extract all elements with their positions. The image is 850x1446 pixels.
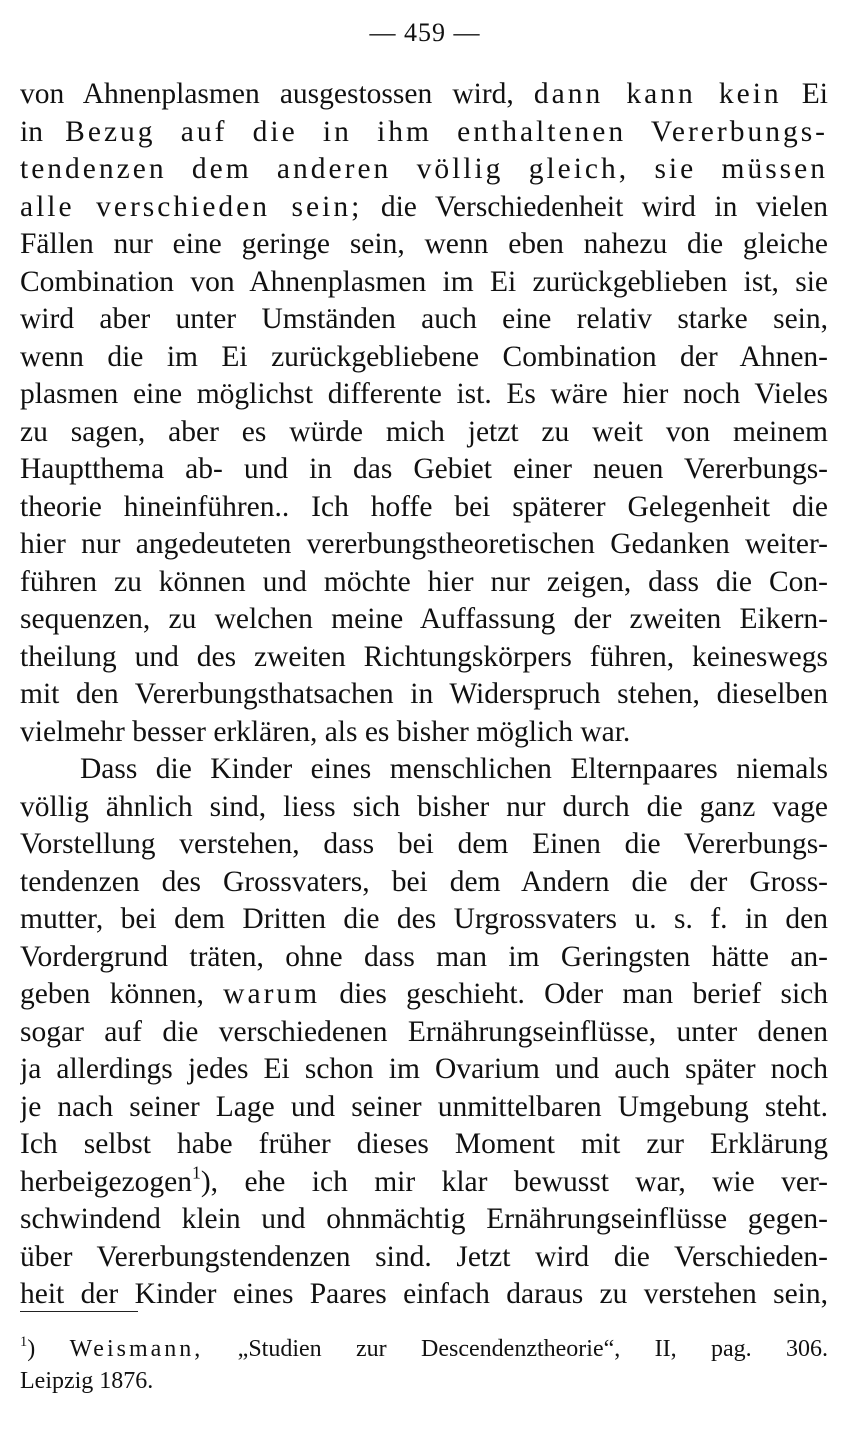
body-line xyxy=(20,639,828,677)
body-line xyxy=(20,151,828,189)
body-line xyxy=(20,76,828,114)
body-text: theilung und des zweiten Richtungskörpers führen, keineswegs xyxy=(20,640,828,673)
body-line xyxy=(20,676,828,714)
body-text: von Ahnenplasmen ausgestossen wird, xyxy=(20,78,534,110)
body-text: in xyxy=(20,115,66,148)
body-line xyxy=(20,189,828,227)
body-line xyxy=(20,226,828,264)
footnote-line xyxy=(20,1333,828,1365)
body-text: schwindend klein und ohnmächtig Ernährungseinflüsse gegen- xyxy=(20,1203,828,1235)
body-line xyxy=(20,339,828,377)
body-line xyxy=(20,864,828,902)
footnote-text: „Studien zur Descendenztheorie“, II, pag. 306. xyxy=(203,1336,828,1362)
body-text: zu sagen, aber es würde mich jetzt zu weit von meinem xyxy=(20,415,828,448)
body-text: geben können, xyxy=(20,978,224,1010)
body-line xyxy=(20,376,828,414)
body-text: ), ehe ich mir klar bewusst war, wie ver- xyxy=(200,1165,828,1198)
body-text: ja allerdings jedes Ei schon im Ovarium und auch später noch xyxy=(20,1053,828,1085)
body-text: sogar auf die verschiedenen Ernährungseinflüsse, unter denen xyxy=(20,1015,828,1048)
body-line xyxy=(20,1164,828,1202)
body-text: Vordergrund träten, ohne dass man im Geringsten hätte an- xyxy=(20,940,828,973)
body-text: alle verschieden sein; xyxy=(20,190,363,223)
body-line xyxy=(20,976,828,1014)
body-text: Combination von Ahnenplasmen im Ei zurückgeblieben ist, sie xyxy=(20,265,828,298)
body-line xyxy=(20,1126,828,1164)
body-line xyxy=(20,1201,828,1239)
body-text: herbeigezogen xyxy=(20,1165,192,1198)
body-line xyxy=(20,714,828,752)
body-text: mit den Vererbungsthatsachen in Widerspruch stehen, dieselben xyxy=(20,678,828,710)
body-text: dann kann kein xyxy=(533,78,782,110)
body-line xyxy=(20,939,828,977)
body-text: führen zu können und möchte hier nur zeigen, dass die Con- xyxy=(20,565,828,598)
body-text: wird aber unter Umständen auch eine relativ starke sein, xyxy=(20,303,828,335)
body-text: theorie hineinführen.. Ich hoffe bei späterer Gelegenheit die xyxy=(20,490,828,523)
body-line xyxy=(20,564,828,602)
body-text: Vorstellung verstehen, dass bei dem Einen die Vererbungs- xyxy=(20,828,828,860)
body-text: völlig ähnlich sind, liess sich bisher nur durch die ganz vage xyxy=(20,790,828,823)
body-text: Hauptthema ab- und in das Gebiet einer neuen Vererbungs- xyxy=(20,453,828,485)
body-text: hier nur angedeuteten vererbungstheoretischen Gedanken weiter- xyxy=(20,528,828,560)
body-text: tendenzen dem anderen völlig gleich, sie müssen xyxy=(20,153,828,185)
body-line xyxy=(20,901,828,939)
body-text: vielmehr besser erklären, als es bisher möglich war. xyxy=(20,715,631,748)
footnote-marker: 1 xyxy=(20,1333,28,1350)
body-text: Ich selbst habe früher dieses Moment mit zur Erklärung xyxy=(20,1128,828,1160)
body-text: dies geschieht. Oder man berief sich xyxy=(320,978,828,1010)
body-text: Fällen nur eine geringe sein, wenn eben nahezu die gleiche xyxy=(20,228,828,260)
body-text: tendenzen des Grossvaters, bei dem Andern die der Gross- xyxy=(20,865,828,898)
body-line xyxy=(20,114,828,152)
body-line xyxy=(20,789,828,827)
body-line xyxy=(20,1089,828,1127)
body-text: wenn die im Ei zurückgebliebene Combination der Ahnen- xyxy=(20,340,828,373)
body-text: sequenzen, zu welchen meine Auffassung der zweiten Eikern- xyxy=(20,603,828,635)
page-number: — 459 — xyxy=(369,18,481,47)
body-line xyxy=(20,1239,828,1277)
body-line xyxy=(20,414,828,452)
body-line xyxy=(20,1014,828,1052)
body-line xyxy=(20,1051,828,1089)
body-line xyxy=(20,489,828,527)
body-line xyxy=(20,1276,828,1314)
footnote-line xyxy=(20,1365,828,1397)
body-text: die Verschiedenheit wird in vielen xyxy=(362,190,828,223)
body-text: Ei xyxy=(781,78,828,110)
footnote-text: ) xyxy=(27,1336,70,1362)
body-line xyxy=(20,601,828,639)
body-text: plasmen eine möglichst differente ist. Es wäre hier noch Vieles xyxy=(20,378,828,410)
body-text: heit der Kinder eines Paares einfach daraus zu verstehen sein, xyxy=(20,1278,828,1310)
body-line xyxy=(20,826,828,864)
body-line xyxy=(20,526,828,564)
body-text: je nach seiner Lage und seiner unmittelbaren Umgebung steht. xyxy=(20,1090,828,1123)
body-line xyxy=(20,301,828,339)
body-text: Bezug auf die in ihm enthaltenen Vererbungs- xyxy=(65,115,828,148)
body-line xyxy=(20,451,828,489)
body-line xyxy=(20,264,828,302)
body-line xyxy=(20,751,828,789)
body-text xyxy=(20,76,828,1314)
footnote-text: Weismann, xyxy=(69,1336,204,1362)
body-text: über Vererbungstendenzen sind. Jetzt wird die Verschieden- xyxy=(20,1240,828,1273)
body-text: Dass die Kinder eines menschlichen Elternpaares niemals xyxy=(80,753,828,785)
footnotes xyxy=(20,1333,828,1397)
body-text: warum xyxy=(223,978,321,1010)
footnote-marker: 1 xyxy=(192,1163,201,1183)
footnote-divider xyxy=(20,1311,138,1312)
footnote-text: Leipzig 1876. xyxy=(20,1368,154,1394)
body-text: mutter, bei dem Dritten die des Urgrossvaters u. s. f. in den xyxy=(20,903,828,935)
